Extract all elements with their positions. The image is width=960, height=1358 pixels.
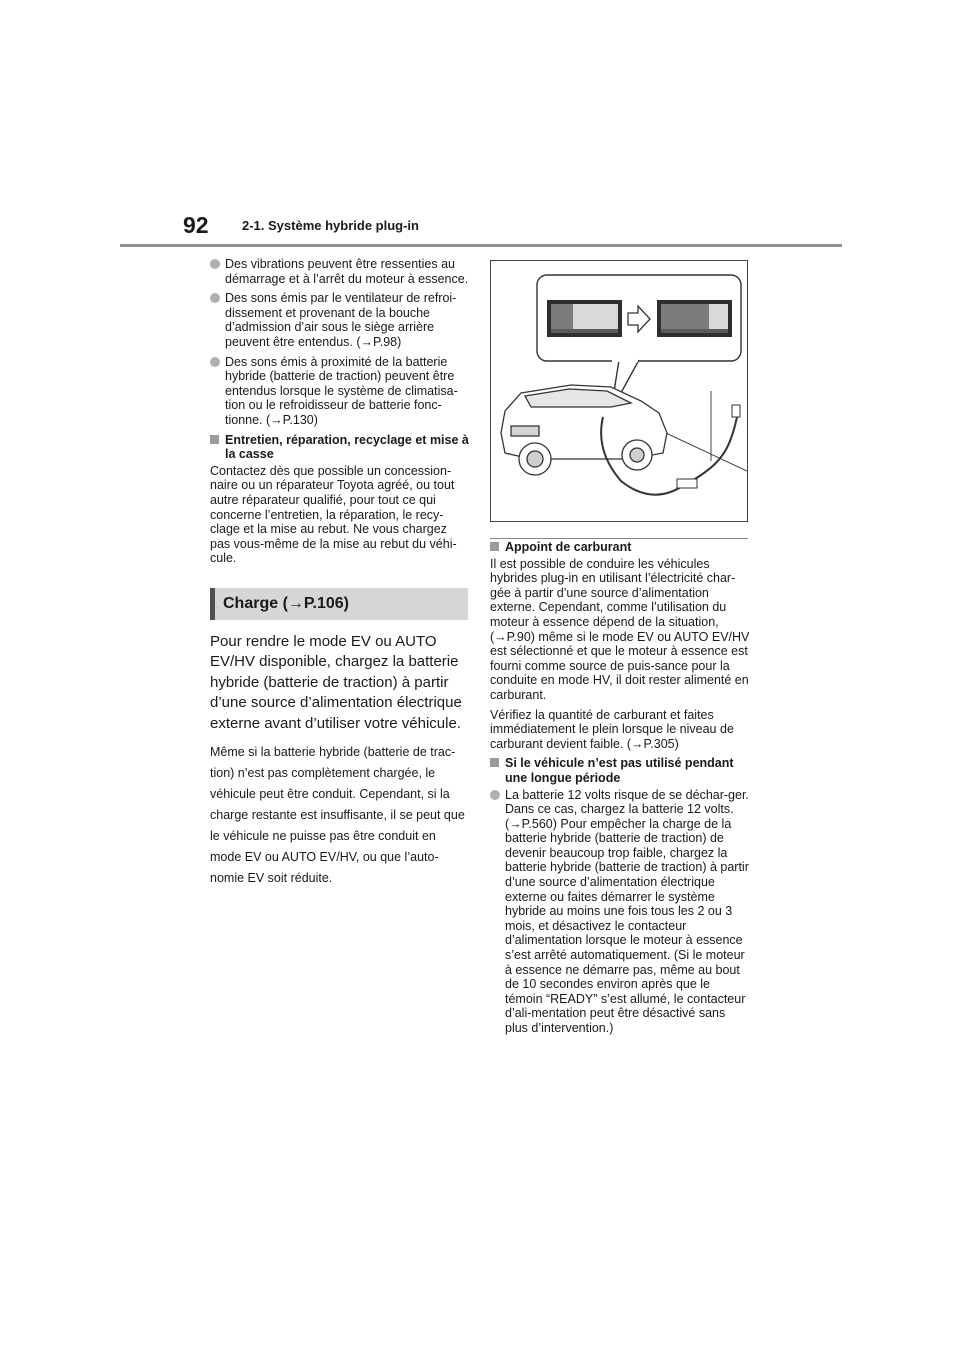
square-bullet-icon [210, 435, 219, 444]
bullet-text: Des sons émis par le ventilateur de refroi-dissement et provenant de la bouche d’admission d’air sous le siège arrière peuvent être entendus. (→P.98) [225, 291, 457, 349]
fuel-heading [490, 540, 750, 555]
bullet-item [210, 291, 470, 349]
bullet-text: Des vibrations peuvent être ressenties au démarrage et à l’arrêt du moteur à essence. [225, 257, 469, 286]
fuel-heading-text: Appoint de carburant [505, 540, 632, 554]
charging-illustration-svg [491, 261, 747, 521]
charging-illustration [490, 260, 748, 522]
square-bullet-icon [490, 758, 499, 767]
display-after [657, 300, 732, 337]
header-rule [120, 244, 842, 247]
charging-control-box [677, 479, 697, 488]
charge-lead-text: Pour rendre le mode EV ou AUTO EV/HV disponible, chargez la batterie hybride (batterie de traction) à partir d’une source d’alimentation électrique externe avant d’utiliser votre véhicule. [210, 632, 462, 732]
right-column [490, 540, 750, 1041]
left-column [210, 257, 470, 889]
maintenance-heading [210, 433, 470, 462]
display-before [547, 300, 622, 337]
charge-section-title: Charge (→P.106) [223, 594, 349, 612]
wall-outlet-icon [732, 405, 740, 417]
bullet-dot-icon [210, 357, 220, 367]
unused-heading-text: Si le véhicule n’est pas utilisé pendant une longue période [505, 756, 734, 785]
charge-sub-text: Même si la batterie hybride (batterie de trac-tion) n’est pas complètement chargée, le véhicule peut être conduit. Cependant, si la charge restante est insuffisante, il se peut que le véhicule ne puisse pas être conduit en mode EV ou AUTO EV/HV, ou que l’auto-nomie EV soit réduite. [210, 745, 465, 886]
fuel-text-1: Il est possible de conduire les véhicules hybrides plug-in en utilisant l’électricité char-gée à partir d’une source d’alimentation externe. Cependant, comme l’utilisation du moteur à essence dépend de la situation, (→P.90) même si le mode EV ou AUTO EV/HV est sélectionné et que le moteur à essence est fourni comme source de puis-sance pour la conduite en mode HV, il doit rester alimenté en carburant. [490, 556, 750, 702]
maintenance-heading-text: Entretien, réparation, recyclage et mise à la casse [225, 432, 469, 462]
figure-divider [490, 538, 748, 539]
fuel-text-2: Vérifiez la quantité de carburant et faites immédiatement le plein lorsque le niveau de carburant devient faible. (→P.305) [490, 707, 734, 751]
charge-section-box [210, 588, 468, 620]
bullet-text: Des sons émis à proximité de la batterie hybride (batterie de traction) peuvent être entendus lorsque le système de climatisa-tion ou le refroidisseur de batterie fonc-tionne. (→P.130) [225, 354, 458, 427]
bullet-dot-icon [210, 259, 220, 269]
bullet-dot-icon [490, 790, 500, 800]
maintenance-text: Contactez dès que possible un concession-naire ou un réparateur Toyota agréé, ou tout autre réparateur qualifié, pour tout ce qui concerne l’entretien, la réparation, le recy-clage et la mise au rebut. Ne vous chargez pas vous-même de la mise au rebut du véhi-cule. [210, 463, 457, 566]
section-title: 2-1. Système hybride plug-in [242, 218, 419, 233]
bullet-item [490, 788, 750, 1036]
bullet-dot-icon [210, 293, 220, 303]
unused-heading [490, 756, 750, 785]
square-bullet-icon [490, 542, 499, 551]
bullet-item [210, 355, 470, 428]
page-number: 92 [183, 212, 209, 238]
vehicle-drawing [501, 385, 667, 475]
callout-pointer-join [612, 359, 638, 362]
bullet-item [210, 257, 470, 286]
bullet-text: La batterie 12 volts risque de se déchar-ger. Dans ce cas, chargez la batterie 12 volts. (→P.560) Pour empêcher la charge de la batterie hybride (batterie de traction) de devenir beaucoup trop faible, chargez la batterie hybride (batterie de traction) à partir d’une source d’alimentation électrique externe ou faites démarrer le système hybride au moins une fois tous les 2 ou 3 mois, et désactivez le contacteur d’alimentation lorsque le moteur à essence s’est arrêté automatiquement. (Si le moteur à essence ne démarre pas, même au bout de 10 secondes environ après que le témoin “READY” s’est allumé, le contacteur d’ali-mentation peut être désactivé sans plus d’intervention.) [505, 787, 749, 1035]
